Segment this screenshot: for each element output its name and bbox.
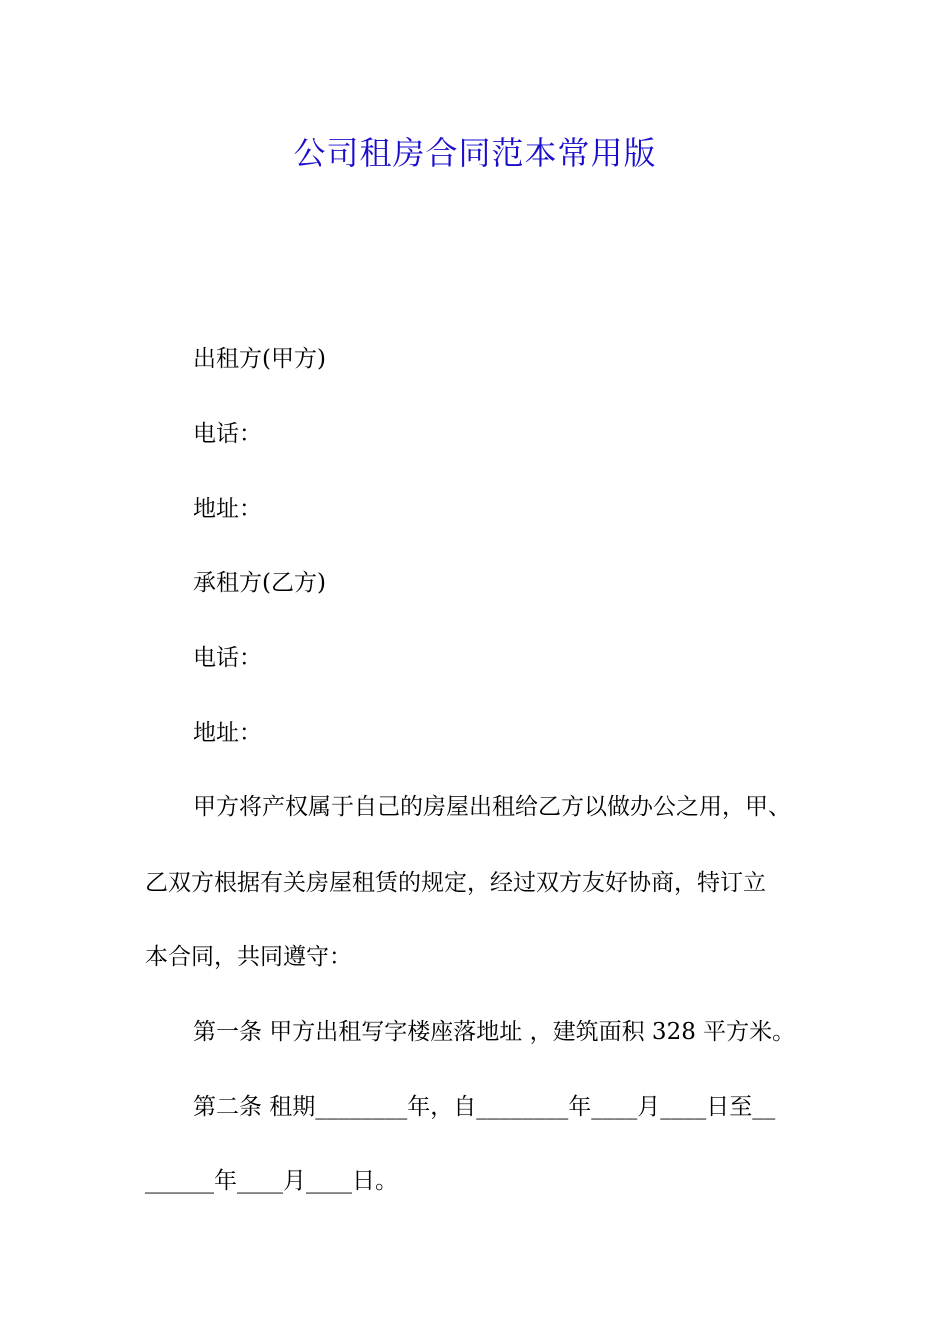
party-b-address: 地址：	[193, 720, 262, 746]
preamble-line: 本合同，共同遵守：	[145, 944, 352, 970]
party-a-phone: 电话：	[193, 421, 262, 447]
party-a-label: 出租方(甲方)	[193, 346, 326, 372]
party-a-address: 地址：	[193, 496, 262, 522]
article-2-line: ______年____月____日。	[145, 1168, 398, 1194]
article-1: 第一条 甲方出租写字楼座落地址 ，建筑面积 328 平方米。	[193, 1019, 796, 1045]
article-2-line: 第二条 租期________年，自________年____月____日至__	[193, 1094, 776, 1120]
party-b-label: 承租方(乙方)	[193, 570, 326, 596]
preamble-line: 甲方将产权属于自己的房屋出租给乙方以做办公之用，甲、	[193, 794, 791, 820]
party-b-phone: 电话：	[193, 645, 262, 671]
document-title: 公司租房合同范本常用版	[293, 134, 657, 172]
preamble-line: 乙双方根据有关房屋租赁的规定，经过双方友好协商，特订立	[145, 870, 766, 896]
